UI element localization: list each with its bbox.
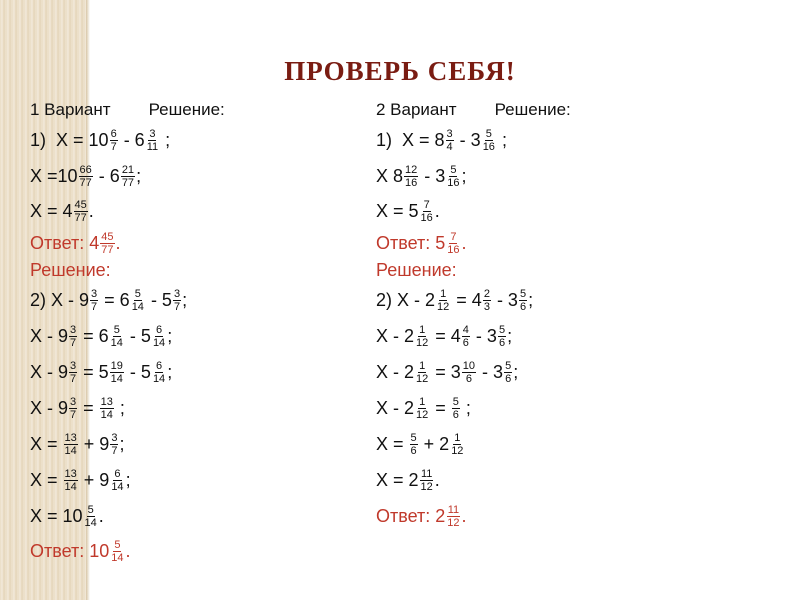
fraction [84, 504, 98, 529]
math-text: . [125, 540, 131, 561]
math-text: - 6 [93, 165, 120, 186]
math-text: ; [528, 289, 534, 310]
variant-1-column [30, 98, 225, 568]
math-text: = 6 [99, 289, 130, 310]
fraction-denominator: 77 [74, 211, 87, 224]
fraction-denominator: 7 [111, 444, 118, 457]
solution-line [30, 318, 225, 354]
variant-2-label: 2 Вариант [376, 100, 457, 119]
fraction [450, 432, 464, 457]
answer-line [376, 258, 571, 282]
fraction [64, 432, 78, 457]
math-text: X - 2 [376, 397, 415, 418]
solution-line [30, 498, 225, 534]
fraction-numerator: 5 [452, 395, 459, 408]
fraction-numerator: 6 [156, 323, 163, 336]
fraction-numerator: 3 [446, 127, 453, 140]
fraction-numerator: 3 [149, 127, 156, 140]
fraction [100, 231, 114, 256]
fraction [446, 504, 460, 529]
solution-line [376, 354, 571, 390]
fraction-denominator: 4 [446, 140, 453, 153]
solution-line [376, 122, 571, 158]
fraction-numerator: 1 [419, 323, 426, 336]
fraction-denominator: 16 [420, 211, 433, 224]
fraction-denominator: 6 [465, 372, 472, 385]
fraction-numerator: 5 [450, 163, 457, 176]
fraction [110, 432, 118, 457]
fraction-denominator: 14 [131, 300, 144, 313]
fraction-denominator: 16 [447, 243, 460, 256]
fraction-denominator: 14 [152, 336, 166, 349]
variant-1-header [30, 98, 225, 122]
solution-line [30, 194, 225, 228]
fraction-denominator: 16 [405, 176, 418, 189]
fraction-numerator: 3 [91, 287, 98, 300]
math-text: + 9 [78, 433, 110, 454]
solution-line [376, 390, 571, 426]
fraction-denominator: 14 [152, 372, 166, 385]
fraction-numerator: 1 [419, 395, 426, 408]
solution-line [30, 462, 225, 498]
fraction-numerator: 5 [134, 287, 141, 300]
solution-line [30, 158, 225, 194]
fraction [482, 128, 496, 153]
fraction [131, 288, 145, 313]
math-text: ; [119, 433, 125, 454]
fraction-denominator: 14 [110, 372, 123, 385]
math-text: X - 9 [30, 361, 69, 382]
math-text: X = 10 [30, 505, 83, 526]
variant-1-solution-lines [30, 122, 225, 568]
fraction [110, 128, 118, 153]
math-text: ; [507, 325, 513, 346]
solution-line [376, 462, 571, 498]
fraction-numerator: 3 [70, 359, 77, 372]
solution-line [30, 390, 225, 426]
math-text: - 3 [477, 361, 504, 382]
fraction [152, 324, 166, 349]
fraction-denominator: 6 [462, 336, 469, 349]
math-text: . [461, 232, 467, 253]
solution-line [30, 426, 225, 462]
fraction [483, 288, 491, 313]
fraction [110, 360, 124, 385]
fraction [69, 324, 77, 349]
fraction-numerator: 3 [70, 323, 77, 336]
answer-line [376, 228, 571, 258]
fraction-denominator: 14 [100, 408, 113, 421]
fraction-numerator: 5 [485, 127, 492, 140]
answer-line [30, 228, 225, 258]
math-text: 2) X - 2 [376, 289, 436, 310]
math-text: ; [496, 129, 507, 150]
fraction [110, 468, 124, 493]
fraction-numerator: 13 [64, 467, 77, 480]
fraction-denominator: 12 [420, 480, 433, 493]
variant-2-column [376, 98, 571, 534]
fraction [452, 396, 460, 421]
fraction-denominator: 12 [416, 372, 429, 385]
math-text: X = 5 [376, 200, 419, 221]
answer-line [30, 534, 225, 568]
fraction-numerator: 5 [505, 359, 512, 372]
solution-line [376, 282, 571, 318]
math-text: + 2 [418, 433, 450, 454]
math-text: X = [30, 469, 63, 490]
math-text: X =10 [30, 165, 78, 186]
math-text: Ответ: 4 [30, 232, 100, 253]
solution-line [376, 318, 571, 354]
fraction-numerator: 6 [110, 127, 117, 140]
fraction-denominator: 14 [64, 444, 77, 457]
math-text: - 5 [124, 325, 151, 346]
fraction-numerator: 5 [87, 503, 94, 516]
math-text: . [434, 200, 440, 221]
math-text: X 8 [376, 165, 404, 186]
fraction [519, 288, 527, 313]
fraction-numerator: 5 [519, 287, 527, 300]
fraction [121, 164, 135, 189]
variant-2-solution-lines [376, 122, 571, 534]
math-text: . [98, 505, 104, 526]
math-text: = 3 [430, 361, 461, 382]
math-text: ; [461, 165, 467, 186]
fraction [173, 288, 181, 313]
fraction-numerator: 66 [79, 163, 92, 176]
math-text: 1) X = 8 [376, 129, 445, 150]
math-text: ; [513, 361, 519, 382]
fraction [64, 468, 78, 493]
math-text: X = [30, 433, 63, 454]
fraction [498, 324, 506, 349]
fraction [462, 360, 476, 385]
solution-line [376, 426, 571, 462]
fraction-numerator: 13 [64, 431, 77, 444]
math-text: X - 9 [30, 397, 69, 418]
fraction-denominator: 14 [111, 480, 124, 493]
answer-line [376, 498, 571, 534]
fraction [415, 324, 429, 349]
math-text: . [88, 200, 94, 221]
fraction-numerator: 5 [114, 538, 121, 551]
math-text: Решение: [376, 259, 457, 280]
math-text: = 4 [430, 325, 461, 346]
fraction-numerator: 6 [156, 359, 163, 372]
math-text: - 3 [470, 325, 497, 346]
variant-2-header [376, 98, 571, 122]
solution-line [376, 158, 571, 194]
math-text: Ответ: 10 [30, 540, 110, 561]
math-text: . [434, 469, 440, 490]
fraction [420, 468, 434, 493]
fraction-denominator: 14 [84, 516, 97, 529]
solution-line [30, 282, 225, 318]
math-text: 1) X = 10 [30, 129, 109, 150]
page-title: ПРОВЕРЬ СЕБЯ! [284, 56, 516, 86]
variant-1-label: 1 Вариант [30, 100, 111, 119]
fraction [436, 288, 450, 313]
fraction-numerator: 12 [405, 163, 418, 176]
fraction-denominator: 7 [173, 300, 181, 313]
math-text: . [115, 232, 121, 253]
math-text: X = 2 [376, 469, 419, 490]
math-text: X - 2 [376, 325, 415, 346]
fraction [79, 164, 93, 189]
fraction [152, 360, 166, 385]
math-text: - 6 [118, 129, 145, 150]
fraction [74, 199, 88, 224]
fraction-denominator: 16 [447, 176, 460, 189]
fraction [110, 324, 124, 349]
math-text: ; [114, 397, 125, 418]
fraction-denominator: 12 [451, 444, 464, 457]
math-text: 2) X - 9 [30, 289, 90, 310]
variant-1-solution-label: Решение: [148, 100, 225, 119]
fraction-numerator: 5 [410, 431, 417, 444]
math-text: X = [376, 433, 409, 454]
math-text: = 5 [78, 361, 109, 382]
fraction-numerator: 1 [440, 287, 447, 300]
fraction-denominator: 12 [437, 300, 450, 313]
fraction [415, 360, 429, 385]
fraction-denominator: 12 [416, 336, 429, 349]
fraction-numerator: 7 [423, 198, 430, 211]
fraction-numerator: 5 [113, 323, 120, 336]
solution-line [30, 122, 225, 158]
fraction-denominator: 7 [110, 140, 117, 153]
fraction-numerator: 6 [114, 467, 121, 480]
fraction [410, 432, 418, 457]
fraction-numerator: 3 [111, 431, 118, 444]
fraction-denominator: 7 [70, 336, 77, 349]
fraction [504, 360, 512, 385]
math-text: Решение: [30, 259, 111, 280]
fraction-numerator: 11 [447, 503, 460, 516]
math-text: X = 4 [30, 200, 73, 221]
math-text: ; [460, 397, 471, 418]
fraction-numerator: 7 [450, 230, 457, 243]
math-text: - 3 [419, 165, 446, 186]
math-text: Ответ: 2 [376, 505, 446, 526]
fraction-denominator: 7 [70, 372, 77, 385]
fraction [100, 396, 114, 421]
math-text: ; [167, 361, 173, 382]
fraction [420, 199, 434, 224]
fraction [110, 539, 124, 564]
math-text: ; [136, 165, 142, 186]
fraction-denominator: 6 [498, 336, 506, 349]
fraction-numerator: 3 [70, 395, 77, 408]
fraction-numerator: 1 [419, 359, 426, 372]
fraction-denominator: 14 [110, 336, 123, 349]
fraction-denominator: 12 [447, 516, 460, 529]
fraction-numerator: 3 [173, 287, 181, 300]
fraction-numerator: 1 [454, 431, 461, 444]
fraction [146, 128, 159, 153]
math-text: = 4 [451, 289, 482, 310]
fraction-numerator: 4 [462, 323, 469, 336]
math-text: - 3 [454, 129, 481, 150]
math-text: = 6 [78, 325, 109, 346]
fraction [404, 164, 418, 189]
fraction-numerator: 13 [100, 395, 113, 408]
fraction-numerator: 45 [74, 198, 87, 211]
fraction-denominator: 6 [519, 300, 527, 313]
fraction-denominator: 16 [482, 140, 495, 153]
fraction-numerator: 21 [121, 163, 135, 176]
math-text: . [461, 505, 467, 526]
fraction [69, 360, 77, 385]
math-text: = [78, 397, 99, 418]
fraction [446, 231, 460, 256]
fraction-denominator: 7 [70, 408, 77, 421]
math-text: - 3 [491, 289, 518, 310]
fraction-denominator: 77 [121, 176, 135, 189]
fraction-numerator: 11 [420, 467, 433, 480]
math-text: X - 2 [376, 361, 415, 382]
fraction [446, 164, 460, 189]
math-text: - 5 [145, 289, 172, 310]
math-text: ; [125, 469, 131, 490]
fraction-numerator: 2 [483, 287, 490, 300]
variant-2-solution-label: Решение: [494, 100, 571, 119]
fraction [446, 128, 454, 153]
math-text: ; [160, 129, 171, 150]
fraction-denominator: 14 [111, 551, 124, 564]
fraction-denominator: 11 [146, 140, 159, 153]
fraction-denominator: 6 [452, 408, 459, 421]
fraction [462, 324, 470, 349]
fraction [90, 288, 98, 313]
fraction-denominator: 7 [91, 300, 98, 313]
fraction-numerator: 45 [101, 230, 114, 243]
math-text: Ответ: 5 [376, 232, 446, 253]
solution-line [376, 194, 571, 228]
fraction-denominator: 6 [410, 444, 417, 457]
fraction-numerator: 10 [462, 359, 476, 372]
fraction-denominator: 77 [79, 176, 92, 189]
fraction [415, 396, 429, 421]
math-text: ; [167, 325, 173, 346]
math-text: X - 9 [30, 325, 69, 346]
solution-line [30, 354, 225, 390]
fraction-denominator: 14 [64, 480, 77, 493]
fraction-numerator: 5 [498, 323, 506, 336]
fraction-denominator: 6 [505, 372, 512, 385]
fraction-numerator: 19 [110, 359, 123, 372]
fraction-denominator: 3 [483, 300, 490, 313]
fraction [69, 396, 77, 421]
math-text: ; [182, 289, 188, 310]
fraction-denominator: 77 [101, 243, 114, 256]
math-text: - 5 [124, 361, 151, 382]
answer-line [30, 258, 225, 282]
math-text: = [430, 397, 451, 418]
math-text: + 9 [78, 469, 110, 490]
fraction-denominator: 12 [416, 408, 429, 421]
